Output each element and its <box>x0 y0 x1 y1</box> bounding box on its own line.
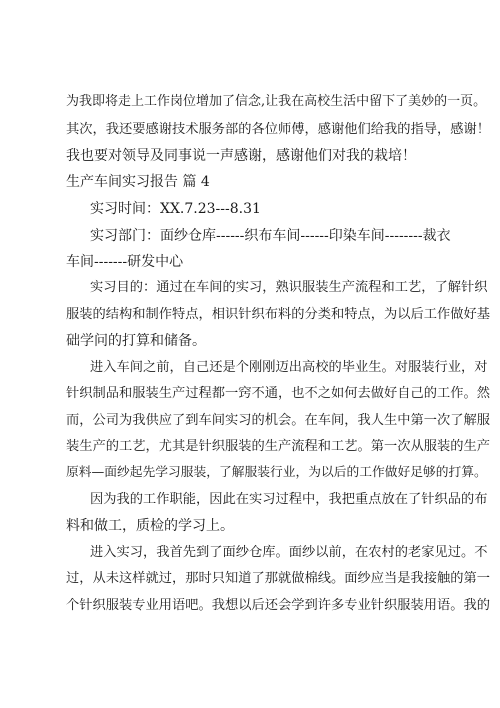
body-line: 为我即将走上工作岗位增加了信念,让我在高校生活中留下了美妙的一页。 <box>66 94 487 109</box>
body-line: 因为我的工作职能，因此在实习过程中，我把重点放在了针织品的布 <box>90 492 488 507</box>
body-line: 车间-------研发中心 <box>66 254 184 270</box>
body-line: 过，从未这样就过，那时只知道了那就做棉线。面纱应当是我接触的第一 <box>66 571 491 586</box>
body-line: 针织制品和服装生产过程都一窍不通，也不之如何去做好自己的工作。然 <box>66 386 491 401</box>
body-line: 实习部门：面纱仓库------织布车间------印染车间--------裁衣 <box>90 228 451 244</box>
body-line: 个针织服装专业用语吧。我想以后还会学到许多专业针织服装用语。我的 <box>66 598 491 613</box>
body-line: 料和做工，质检的学习上。 <box>66 518 234 534</box>
body-line: 实习时间：XX.7.23---8.31 <box>90 201 261 217</box>
section-heading: 生产车间实习报告 篇 4 <box>66 174 210 190</box>
body-line: 服装的结构和制作特点，相识针织布料的分类和特点，为以后工作做好基 <box>66 307 491 322</box>
body-line: 装生产的工艺，尤其是针织服装的生产流程和工艺。第一次从服装的生产 <box>66 439 491 454</box>
body-line: 进入实习，我首先到了面纱仓库。面纱以前，在农村的老家见过。不 <box>90 545 488 560</box>
body-line: 我也要对领导及同事说一声感谢，感谢他们对我的栽培！ <box>66 148 416 164</box>
body-line: 其次，我还要感谢技术服务部的各位师傅，感谢他们给我的指导，感谢！ <box>66 122 491 137</box>
body-line: 础学问的打算和储备。 <box>66 333 206 349</box>
body-line: 实习目的：通过在车间的实习，熟识服装生产流程和工艺，了解针织 <box>90 280 488 295</box>
body-line: 而，公司为我供应了到车间实习的机会。在车间，我人生中第一次了解服 <box>66 413 491 428</box>
body-line: 原料—面纱起先学习服装，了解服装行业，为以后的工作做好足够的打算。 <box>66 465 487 480</box>
body-line: 进入车间之前，自己还是个刚刚迈出高校的毕业生。对服装行业，对 <box>90 360 488 375</box>
